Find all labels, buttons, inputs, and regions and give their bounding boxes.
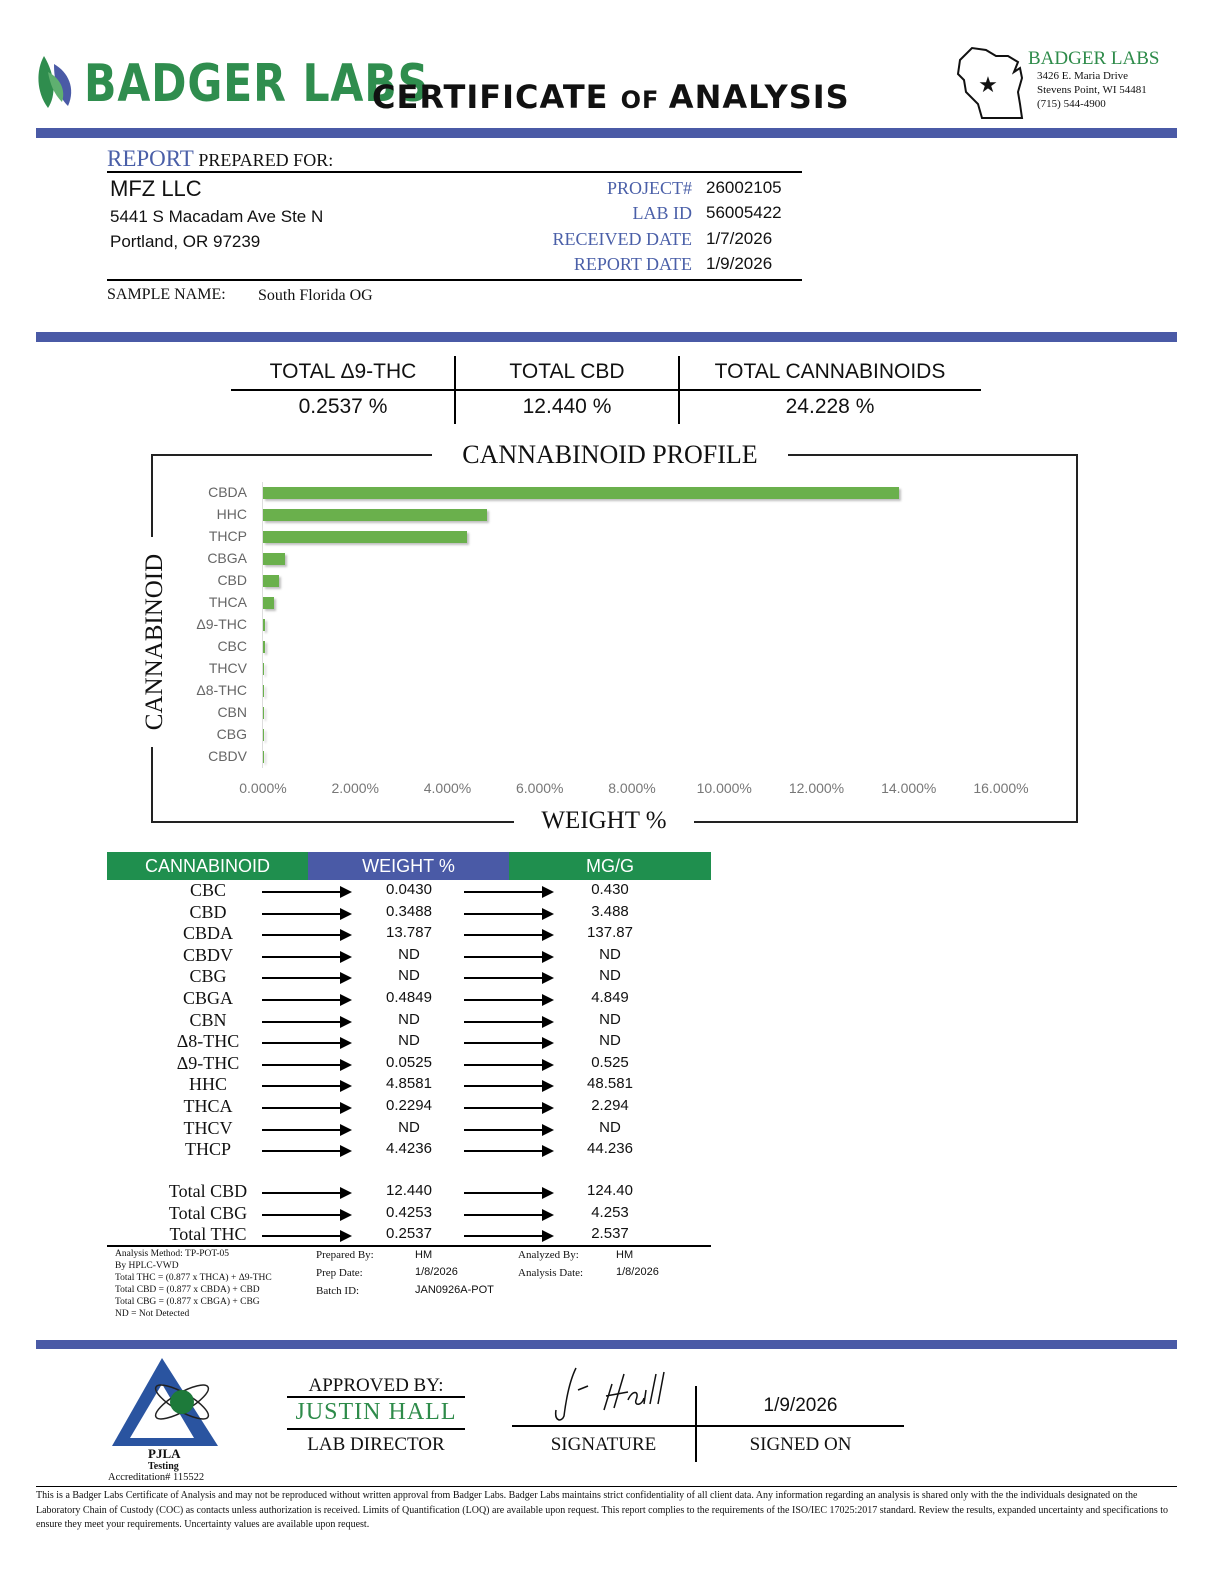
batch-id-value: JAN0926A-POT: [415, 1284, 494, 1296]
chart-x-tick-label: 6.000%: [516, 780, 564, 796]
total-cbd-label: TOTAL CBD: [509, 360, 625, 383]
lab-address-line1: 3426 E. Maria Drive: [1037, 70, 1129, 82]
sample-name-value: South Florida OG: [258, 287, 373, 304]
chart-bar: [263, 751, 264, 763]
mg-per-g-value: 2.294: [591, 1097, 629, 1114]
cannabinoid-name: Δ8-THC: [176, 1031, 240, 1052]
chart-x-tick-label: 12.000%: [788, 780, 845, 796]
chart-x-tick-label: 16.000%: [973, 780, 1029, 796]
footer-divider: [36, 1340, 1177, 1349]
lab-name: BADGER LABS: [1028, 48, 1160, 69]
weight-percent-value: 12.440: [386, 1182, 432, 1199]
arrow-icon: [464, 1192, 552, 1194]
signed-on-label: SIGNED ON: [749, 1434, 852, 1455]
report-divider: [36, 332, 1177, 342]
chart-bar: [263, 553, 285, 565]
mg-per-g-value: 4.253: [591, 1203, 629, 1221]
cannabinoid-name: CBN: [189, 1009, 227, 1030]
prepared-by-label: Prepared By:: [316, 1249, 374, 1261]
total-cannabinoids-value: 24.228 %: [785, 395, 875, 418]
chart-bar: [263, 663, 264, 675]
arrow-icon: [464, 977, 552, 979]
arrow-icon: [464, 1064, 552, 1066]
note-line: Analysis Method: TP-POT-05: [115, 1249, 230, 1259]
analyzed-by-label: Analyzed By:: [518, 1249, 579, 1261]
arrow-icon: [464, 1235, 552, 1237]
lab-id-label: LAB ID: [632, 203, 692, 223]
project-label: PROJECT#: [606, 178, 692, 198]
arrow-icon: [464, 934, 552, 936]
cannabinoid-name: CBC: [189, 880, 227, 900]
chart-title: CANNABINOID PROFILE: [432, 440, 788, 470]
arrow-icon: [262, 1129, 350, 1131]
chart-y-tick-label: THCV: [208, 660, 247, 676]
chart-bar-area: [263, 482, 1001, 768]
arrow-icon: [262, 1107, 350, 1109]
chart-y-tick-label: CBN: [217, 704, 247, 720]
arrow-icon: [262, 956, 350, 958]
chart-y-tick-label: CBDV: [208, 748, 247, 764]
table-header-mgg: MG/G: [509, 852, 711, 880]
mg-per-g-value: 48.581: [587, 1075, 633, 1093]
weight-percent-value: 13.787: [386, 924, 432, 942]
arrow-icon: [464, 1107, 552, 1109]
client-address-line2: Portland, OR 97239: [110, 232, 261, 251]
arrow-icon: [262, 1235, 350, 1237]
table-bottom-rule: [107, 1245, 711, 1247]
lab-address-line2: Stevens Point, WI 54481: [1037, 84, 1147, 96]
chart-y-tick-label: CBC: [217, 638, 247, 654]
signature-rule: [512, 1425, 904, 1427]
weight-percent-value: 0.0430: [386, 881, 432, 898]
cannabinoid-name: CBG: [189, 966, 227, 987]
arrow-icon: [464, 1042, 552, 1044]
chart-bar: [263, 685, 264, 697]
mg-per-g-value: ND: [599, 967, 621, 985]
title-part-of: OF: [620, 86, 669, 114]
mg-per-g-value: 124.40: [587, 1182, 633, 1199]
weight-percent-value: 0.2537: [386, 1225, 432, 1243]
weight-percent-value: 0.0525: [386, 1053, 432, 1071]
chart-x-tick-label: 8.000%: [608, 780, 656, 796]
chart-bar: [263, 597, 274, 609]
chart-y-tick-label: Δ8-THC: [196, 682, 247, 698]
weight-percent-value: ND: [398, 945, 420, 963]
cannabinoid-name: CBD: [189, 901, 227, 922]
cannabinoid-name: CBDV: [182, 944, 233, 965]
title-part-analysis: ANALYSIS: [668, 78, 850, 116]
report-word: REPORT: [107, 146, 194, 171]
arrow-icon: [262, 913, 350, 915]
total-thc-value: 0.2537 %: [298, 395, 388, 418]
analysis-date-value: 1/8/2026: [616, 1266, 659, 1278]
weight-percent-value: 0.3488: [386, 902, 432, 920]
mg-per-g-value: ND: [599, 945, 621, 963]
arrow-icon: [262, 1064, 350, 1066]
arrow-icon: [262, 1150, 350, 1152]
chart-y-tick-label: THCP: [208, 528, 247, 544]
arrow-icon: [464, 956, 552, 958]
project-value: 26002105: [706, 178, 782, 197]
mg-per-g-value: ND: [599, 1118, 621, 1136]
page-title: [372, 78, 850, 116]
arrow-icon: [262, 999, 350, 1001]
arrow-icon: [262, 977, 350, 979]
analysis-date-label: Analysis Date:: [518, 1267, 584, 1279]
wisconsin-map-icon: [952, 42, 1032, 122]
chart-bar: [263, 707, 264, 719]
mg-per-g-value: 44.236: [587, 1140, 633, 1158]
weight-percent-value: 4.8581: [386, 1075, 432, 1093]
total-thc-label: TOTAL Δ9-THC: [269, 360, 417, 383]
chart-bar: [263, 509, 487, 521]
batch-id-label: Batch ID:: [316, 1285, 360, 1297]
cannabinoid-name: Δ9-THC: [176, 1052, 240, 1073]
received-date-value: 1/7/2026: [706, 229, 773, 248]
approved-by-label: APPROVED BY:: [308, 1375, 444, 1396]
received-date-label: RECEIVED DATE: [552, 229, 692, 249]
cannabinoid-name: THCA: [183, 1096, 233, 1116]
note-line: Total CBD = (0.877 x CBDA) + CBD: [115, 1285, 260, 1295]
weight-percent-value: ND: [398, 1032, 420, 1050]
table-header-cannabinoid: CANNABINOID: [107, 852, 308, 880]
total-cannabinoids-label: TOTAL CANNABINOIDS: [714, 360, 946, 383]
mg-per-g-value: 0.430: [591, 881, 629, 898]
chart-y-axis-title: CANNABINOID: [141, 537, 169, 747]
weight-percent-value: ND: [398, 1010, 420, 1028]
pjla-accreditation-logo: [110, 1356, 222, 1448]
mg-per-g-value: 137.87: [587, 924, 633, 942]
arrow-icon: [464, 891, 552, 893]
prepared-for-text: PREPARED FOR:: [193, 150, 334, 170]
arrow-icon: [464, 913, 552, 915]
mg-per-g-value: ND: [599, 1010, 621, 1028]
report-date-label: REPORT DATE: [573, 254, 692, 274]
accreditation-number: Accreditation# 115522: [108, 1472, 205, 1483]
approved-rule-bottom: [287, 1428, 465, 1430]
weight-percent-value: 0.4253: [386, 1203, 432, 1221]
cannabinoid-name: Total THC: [169, 1224, 247, 1245]
mg-per-g-value: 2.537: [591, 1225, 629, 1243]
prep-date-label: Prep Date:: [316, 1267, 363, 1279]
note-line: Total THC = (0.877 x THCA) + Δ9-THC: [115, 1273, 272, 1283]
note-line: By HPLC-VWD: [115, 1261, 179, 1271]
arrow-icon: [464, 1129, 552, 1131]
cannabinoid-name: THCP: [184, 1139, 231, 1160]
disclaimer-text: This is a Badger Labs Certificate of Analysis and may not be reproduced without written approval from Badger Labs. Badger Labs maintains strict confidentiality of all client data. Any information regarding an analysis is shared only with the the individuals designated on the Laboratory Chain of Custody (COC) as contacts unless authorization is received. Limits of Quantification (LOQ) are available upon request. This report complies to the requirements of the ISO/IEC 17025:2017 standard. Review the results, expanded uncertainty and specifications to ensure they meet your requirements. Uncertainty values are available upon request.: [36, 1490, 1169, 1530]
prepared-by-value: HM: [415, 1249, 433, 1261]
totals-rule: [231, 389, 981, 391]
sample-name-label: SAMPLE NAME:: [107, 286, 226, 303]
svg-text:★: ★: [978, 73, 998, 98]
mg-per-g-value: 0.525: [591, 1053, 629, 1071]
cannabinoid-name: HHC: [188, 1074, 227, 1095]
signature-label: SIGNATURE: [550, 1434, 657, 1455]
arrow-icon: [262, 1214, 350, 1216]
arrow-icon: [262, 934, 350, 936]
leaf-logo-icon: [34, 52, 78, 112]
chart-y-tick-label: CBGA: [207, 550, 247, 566]
chart-x-tick-label: 10.000%: [696, 780, 752, 796]
chart-y-tick-label: THCA: [208, 594, 247, 610]
arrow-icon: [262, 1085, 350, 1087]
mg-per-g-value: 3.488: [591, 902, 629, 920]
arrow-icon: [464, 1021, 552, 1023]
chart-x-tick-label: 4.000%: [423, 780, 472, 796]
client-address-line1: 5441 S Macadam Ave Ste N: [110, 207, 324, 226]
chart-y-tick-label: CBD: [217, 572, 247, 588]
arrow-icon: [464, 1085, 552, 1087]
chart-bar: [263, 619, 265, 631]
mg-per-g-value: 4.849: [591, 989, 629, 1006]
cannabinoid-name: Total CBG: [168, 1202, 248, 1223]
prep-date-value: 1/8/2026: [415, 1266, 458, 1278]
weight-percent-value: 0.2294: [386, 1097, 432, 1114]
arrow-icon: [464, 999, 552, 1001]
chart-bar: [263, 729, 264, 741]
report-top-rule: [107, 171, 802, 173]
chart-bar: [263, 641, 265, 653]
signature-image: [548, 1360, 678, 1426]
chart-x-tick-label: 2.000%: [331, 780, 379, 796]
arrow-icon: [262, 1042, 350, 1044]
chart-bar: [263, 487, 899, 499]
mg-per-g-value: ND: [599, 1032, 621, 1050]
chart-bar: [263, 575, 279, 587]
chart-x-tick-label: 0.000%: [239, 780, 287, 796]
weight-percent-value: 0.4849: [386, 989, 432, 1006]
header-divider: [36, 128, 1177, 138]
note-line: ND = Not Detected: [115, 1309, 190, 1319]
note-line: Total CBG = (0.877 x CBGA) + CBG: [115, 1297, 260, 1307]
chart-y-axis-line: [262, 482, 263, 768]
title-part-certificate: CERTIFICATE: [372, 78, 621, 116]
brand-logo-text: BADGER LABS: [84, 54, 430, 114]
client-name: MFZ LLC: [110, 176, 202, 201]
arrow-icon: [262, 1021, 350, 1023]
signed-date: 1/9/2026: [763, 1395, 838, 1416]
chart-y-tick-label: CBG: [216, 726, 247, 742]
cannabinoid-name: CBGA: [182, 988, 233, 1008]
weight-percent-value: ND: [398, 1118, 420, 1136]
arrow-icon: [464, 1214, 552, 1216]
chart-bar: [263, 531, 467, 543]
total-cbd-value: 12.440 %: [522, 395, 612, 418]
chart-x-axis-title: WEIGHT %: [514, 807, 694, 835]
arrow-icon: [262, 891, 350, 893]
approved-rule-top: [287, 1396, 465, 1398]
analyzed-by-value: HM: [616, 1249, 634, 1261]
table-header-weight: WEIGHT %: [308, 852, 509, 880]
pjla-label: PJLA: [148, 1446, 181, 1461]
cannabinoid-name: Total CBD: [168, 1181, 248, 1201]
director-name: JUSTIN HALL: [295, 1399, 457, 1425]
pjla-testing-label: Testing: [148, 1461, 179, 1472]
cannabinoid-name: CBDA: [182, 923, 233, 944]
chart-y-tick-label: CBDA: [208, 484, 247, 500]
arrow-icon: [464, 1150, 552, 1152]
disclaimer-rule: [36, 1486, 1177, 1487]
method-notes: [115, 1248, 272, 1320]
lab-phone: (715) 544-4900: [1037, 98, 1106, 110]
chart-y-tick-label: Δ9-THC: [196, 616, 247, 632]
weight-percent-value: ND: [398, 967, 420, 985]
cannabinoid-name: THCV: [183, 1117, 233, 1138]
chart-y-tick-label: HHC: [216, 506, 247, 522]
weight-percent-value: 4.4236: [386, 1140, 432, 1158]
chart-x-tick-label: 14.000%: [881, 780, 937, 796]
report-date-value: 1/9/2026: [706, 254, 773, 273]
arrow-icon: [262, 1192, 350, 1194]
report-bottom-rule: [107, 279, 802, 281]
lab-id-value: 56005422: [706, 203, 782, 222]
director-title: LAB DIRECTOR: [307, 1434, 445, 1455]
report-prepared-for-heading: [107, 146, 333, 172]
